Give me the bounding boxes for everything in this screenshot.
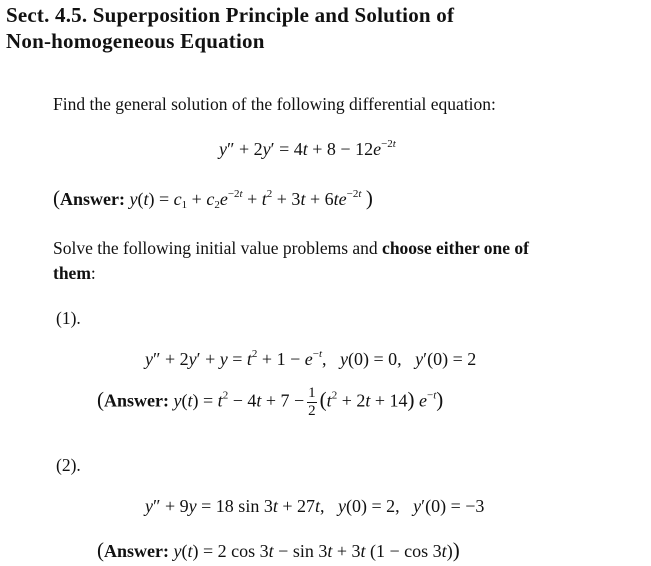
general-equation: $y'' + 2y' = 4t + 8 - 12e^{-2t}$ — [219, 138, 396, 159]
problem-2-label: (2). — [56, 455, 81, 475]
general-answer: (Answer: $y(t) = c_1 + c_2e^{-2t} + t^2 + 3t + 6te^{-2t}$ ) — [53, 186, 373, 211]
section-title-line-2: Non-homogeneous Equation — [6, 29, 265, 53]
answer-label: Answer: — [60, 189, 125, 209]
problem-2-equation: y″ + 9y = 18 sin 3t + 27t, y(0) = 2, y′(0) = −3 — [145, 496, 485, 516]
general-solution-instruction: Find the general solution of the following differential equation: — [53, 94, 496, 114]
ivp-instruction: Solve the following initial value problems and choose either one of them: — [53, 238, 529, 283]
problem-1-answer: (Answer: $y(t) = t^2 - 4t + 7$ − $\frac{1}{2}$ $(t^2 + 2t + 14)$ $e^{-t}$) — [97, 385, 444, 419]
section-title-line-1: Sect. 4.5. Superposition Principle and Solution of — [6, 3, 455, 27]
section-title — [6, 2, 454, 54]
problem-1-equation: $y'' + 2y' + y = t^2 + 1 - e^{-t}$, y(0) = 0, y′(0) = 2 — [145, 348, 477, 369]
problem-1-label: (1). — [56, 308, 81, 328]
answer-label: Answer: — [104, 541, 169, 561]
problem-2-answer: (Answer: y(t) = 2 cos 3t − sin 3t + 3t (1 − cos 3t)) — [97, 538, 460, 562]
answer-label: Answer: — [104, 390, 169, 411]
